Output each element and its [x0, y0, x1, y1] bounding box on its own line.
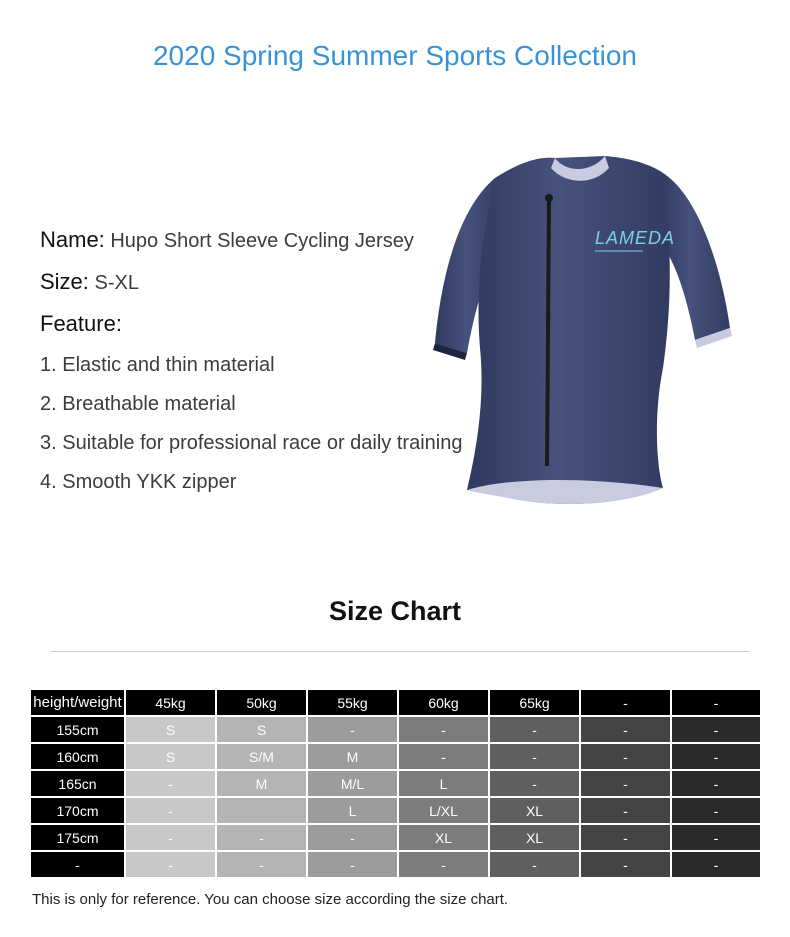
collection-title: 2020 Spring Summer Sports Collection: [152, 40, 637, 71]
size-cell: -: [671, 851, 761, 878]
size-cell: L: [307, 797, 398, 824]
size-cell: -: [580, 770, 671, 797]
size-cell: M/L: [307, 770, 398, 797]
feature-item: 3. Suitable for professional race or daily training: [40, 432, 463, 454]
size-cell: -: [671, 743, 761, 770]
product-size-row: [40, 266, 462, 308]
weight-column-header: -: [671, 690, 761, 716]
table-row: [31, 797, 761, 824]
size-cell: S: [125, 716, 216, 743]
size-cell: S/M: [216, 743, 307, 770]
weight-column-header: -: [580, 690, 671, 716]
corner-header: height/weight: [31, 690, 125, 716]
size-cell: -: [125, 770, 216, 797]
size-cell: -: [307, 716, 398, 743]
height-row-header: 155cm: [31, 716, 125, 743]
feature-label: Feature:: [40, 311, 122, 336]
size-cell: -: [125, 851, 216, 878]
size-cell: -: [489, 770, 580, 797]
size-cell: L: [398, 770, 489, 797]
size-cell: -: [671, 716, 761, 743]
weight-column-header: 50kg: [216, 690, 307, 716]
size-cell: -: [580, 824, 671, 851]
size-chart-table: [31, 690, 762, 879]
table-row: [31, 824, 761, 851]
height-row-header: -: [31, 851, 125, 878]
table-row: [31, 770, 761, 797]
size-cell: S: [216, 716, 307, 743]
height-row-header: 160cm: [31, 743, 125, 770]
size-label: Size:: [40, 269, 89, 294]
size-cell: XL: [489, 824, 580, 851]
size-cell: -: [125, 824, 216, 851]
size-chart-title: Size Chart: [328, 596, 462, 626]
size-cell: -: [125, 797, 216, 824]
size-cell: -: [671, 797, 761, 824]
logo-mark: LAMEDA: [595, 228, 676, 248]
size-cell: -: [580, 743, 671, 770]
reference-note: This is only for reference. You can choose size according the size chart.: [32, 891, 509, 908]
zipper: [547, 196, 549, 466]
size-cell: -: [489, 851, 580, 878]
size-cell: [216, 797, 307, 824]
weight-column-header: 45kg: [125, 690, 216, 716]
feature-item: 4. Smooth YKK zipper: [40, 471, 237, 493]
height-row-header: 175cm: [31, 824, 125, 851]
size-cell: -: [671, 770, 761, 797]
table-row: [31, 851, 761, 878]
size-cell: XL: [398, 824, 489, 851]
size-cell: -: [580, 716, 671, 743]
size-cell: -: [489, 716, 580, 743]
size-cell: -: [580, 797, 671, 824]
feature-item: 1. Elastic and thin material: [40, 354, 275, 376]
size-cell: S: [125, 743, 216, 770]
size-chart-header-row: [31, 690, 761, 716]
feature-item: 2. Breathable material: [40, 393, 236, 415]
size-cell: -: [398, 743, 489, 770]
weight-column-header: 55kg: [307, 690, 398, 716]
size-cell: -: [489, 743, 580, 770]
zipper-pull: [545, 194, 553, 202]
name-label: Name:: [40, 227, 105, 252]
size-cell: L/XL: [398, 797, 489, 824]
product-name-row: [40, 224, 462, 266]
product-info: [40, 224, 462, 506]
size-cell: -: [216, 851, 307, 878]
size-cell: XL: [489, 797, 580, 824]
size-cell: -: [580, 851, 671, 878]
size-value: S-XL: [94, 272, 139, 294]
table-row: [31, 716, 761, 743]
weight-column-header: 60kg: [398, 690, 489, 716]
size-cell: -: [307, 824, 398, 851]
size-cell: M: [216, 770, 307, 797]
size-cell: -: [671, 824, 761, 851]
height-row-header: 165cn: [31, 770, 125, 797]
name-value: Hupo Short Sleeve Cycling Jersey: [110, 230, 414, 252]
feature-heading-row: [40, 308, 462, 350]
size-cell: -: [398, 851, 489, 878]
height-row-header: 170cm: [31, 797, 125, 824]
size-cell: -: [216, 824, 307, 851]
table-row: [31, 743, 761, 770]
jersey-image: [425, 148, 745, 518]
size-cell: -: [307, 851, 398, 878]
jersey-body: [467, 156, 670, 504]
size-cell: M: [307, 743, 398, 770]
weight-column-header: 65kg: [489, 690, 580, 716]
divider: [50, 651, 750, 652]
size-cell: -: [398, 716, 489, 743]
